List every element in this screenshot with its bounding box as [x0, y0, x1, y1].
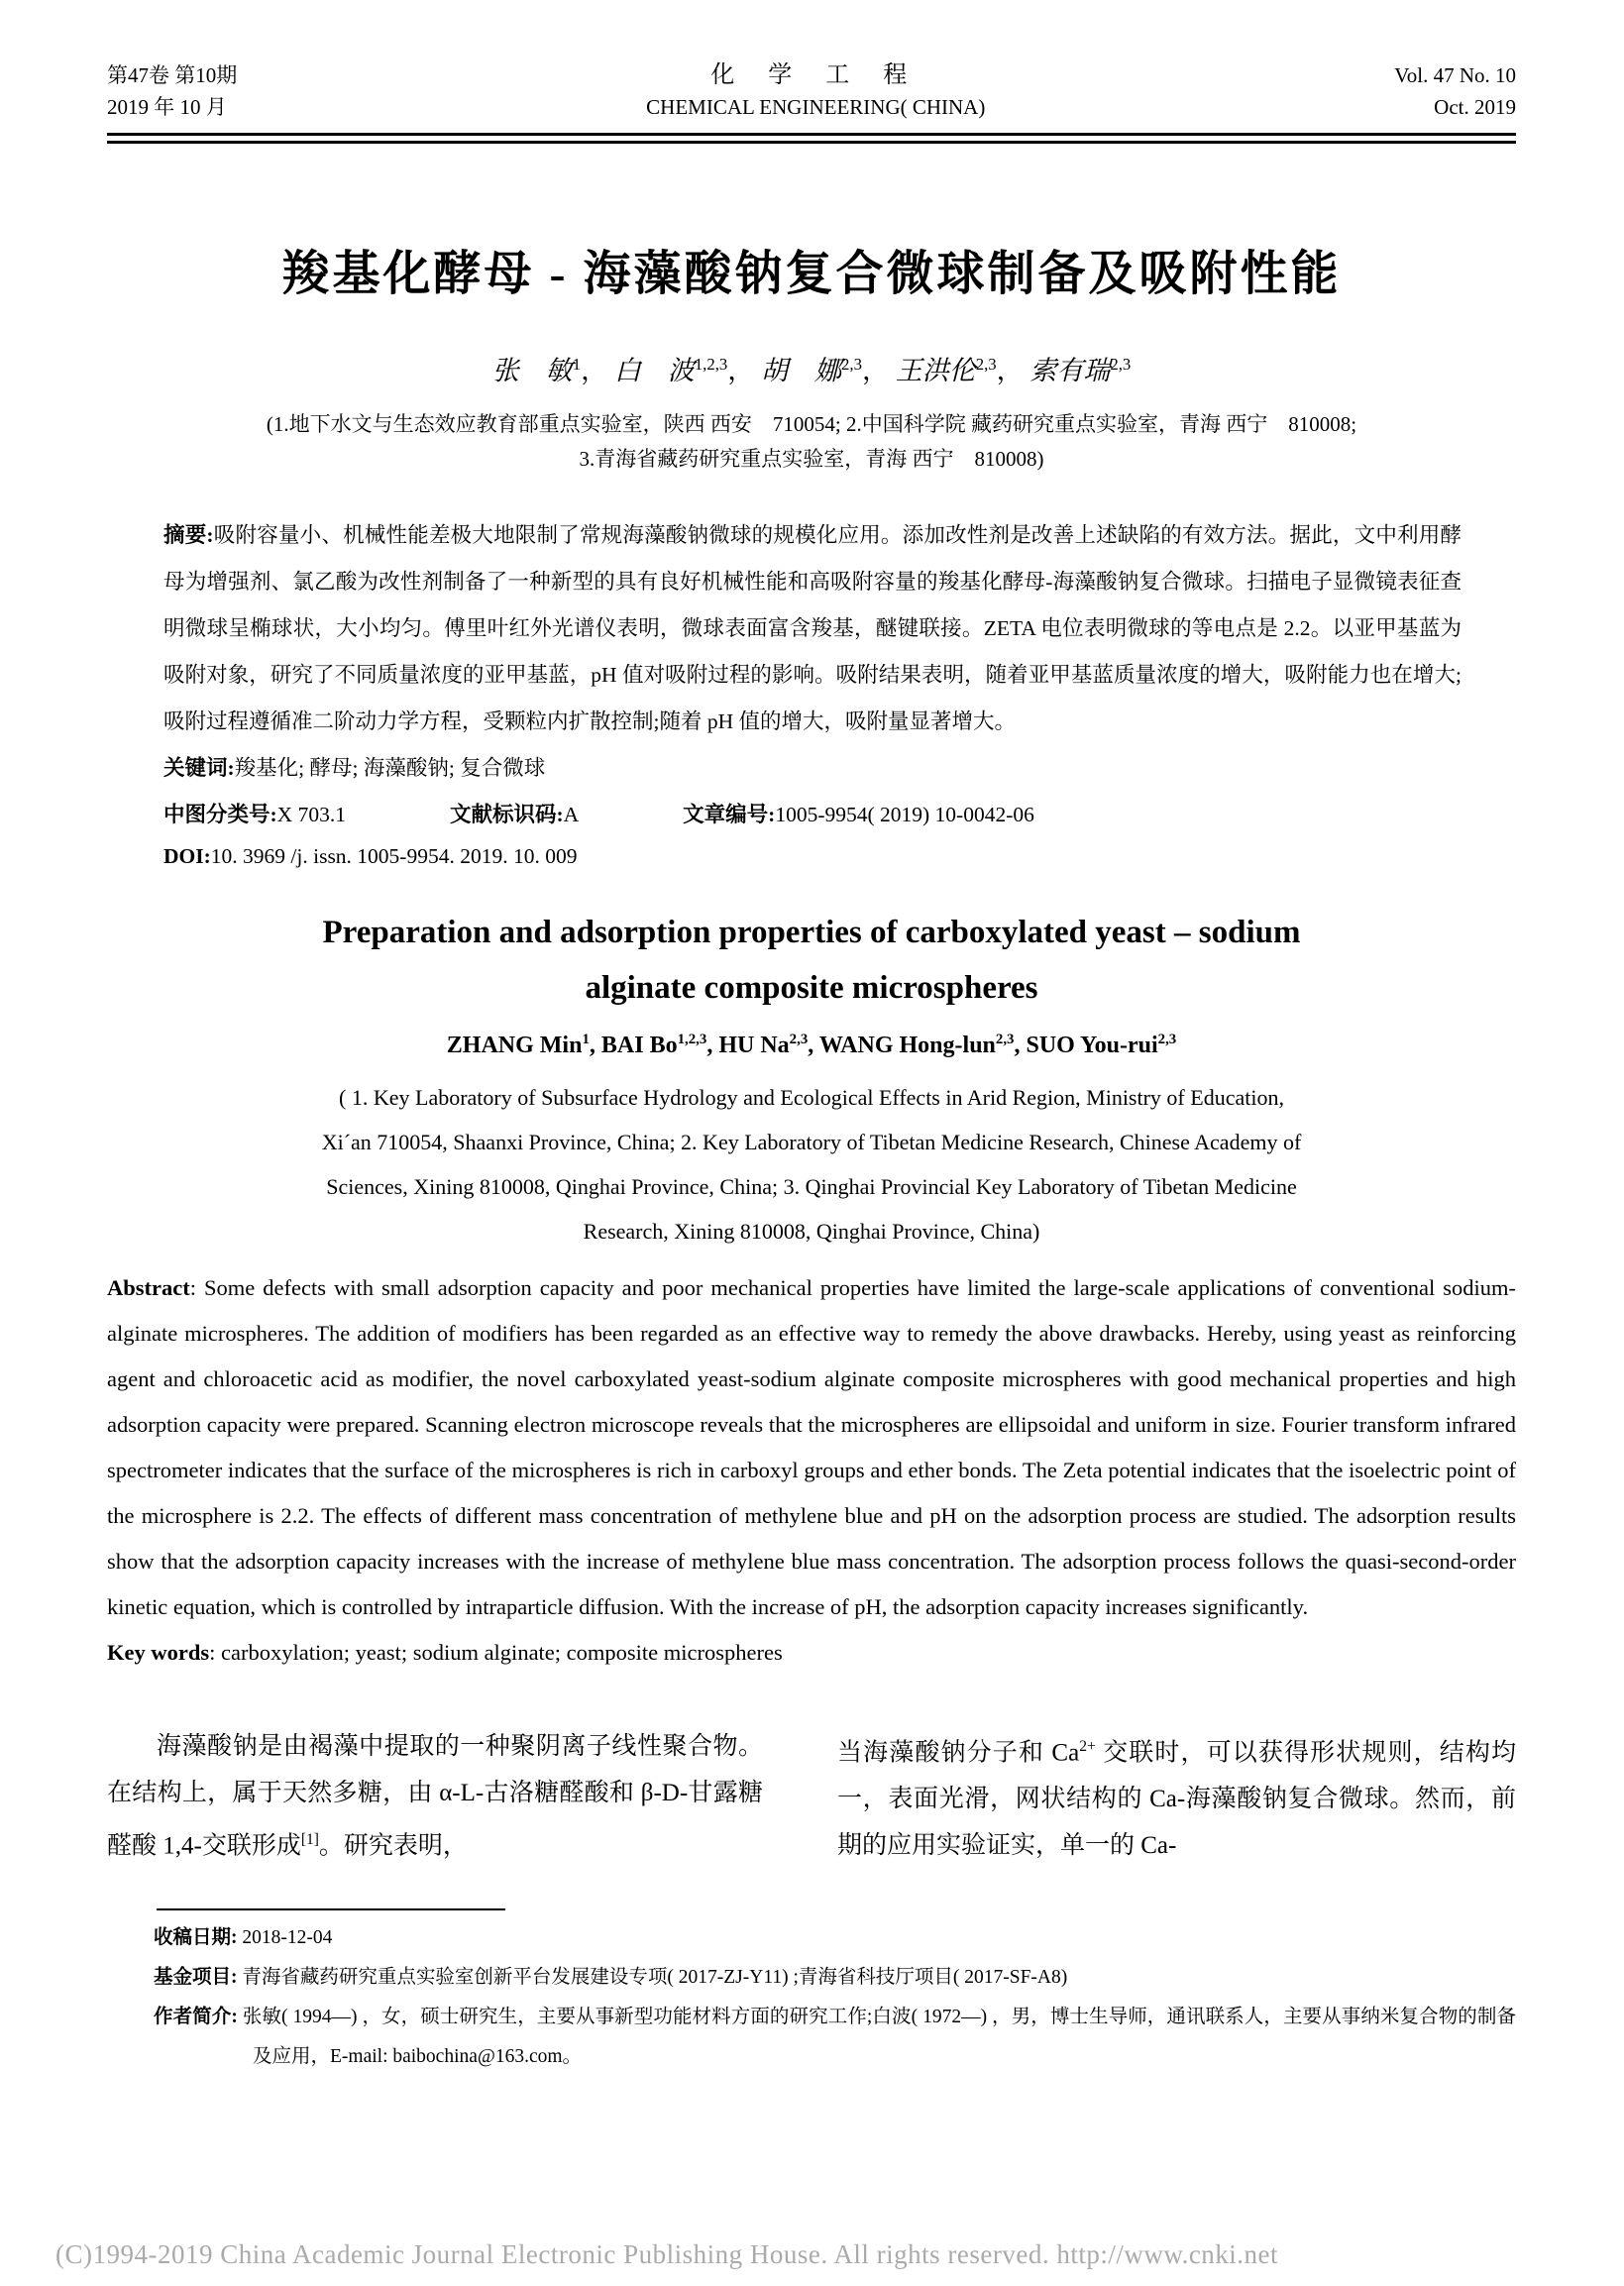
author-en: WANG Hong-lun$^{2,3}$,	[818, 1032, 1027, 1058]
affiliations-cn	[107, 407, 1516, 477]
body-paragraph: 海藻酸钠是由褐藻中提取的一种聚阴离子线性聚合物。在结构上，属于天然多糖，由 α-L-古洛糖醛酸和 β-D-甘露糖醛酸 1,4-交联形成[1]。研究表明，	[107, 1733, 763, 1860]
author-cn: 张 敏$^1$，	[491, 355, 608, 385]
doi-value: 10. 3969 /j. issn. 1005-9954. 2019. 10. 009	[210, 844, 578, 868]
vol-no-en: Vol. 47 No. 10	[1394, 63, 1516, 87]
abstract-en-text: : Some defects with small adsorption capacity and poor mechanical properties have limited the large-scale applications of conventional sodium-alginate microspheres. The addition of modifiers has been regarded as an effective way to remedy the above drawbacks. Hereby, using yeast as reinforcing agent and chloroacetic acid as modifier, the novel carboxylated yeast-sodium alginate composite microspheres with good mechanical properties and high adsorption capacity were prepared. Scanning electron microscope reveals that the microspheres are ellipsoidal and uniform in size. Fourier transform infrared spectrometer indicates that the surface of the microspheres is rich in carboxyl groups and ether bonds. The Zeta potential indicates that the isoelectric point of the microsphere is 2.2. The effects of different mass concentration of methylene blue and pH on the adsorption process are studied. The adsorption results show that the adsorption capacity increases with the increase of methylene blue mass concentration. The adsorption process follows the quasi-second-order kinetic equation, which is controlled by intraparticle diffusion. With the increase of pH, the adsorption capacity increases significantly.	[107, 1275, 1516, 1619]
document-code: 文献标识码:A	[449, 803, 580, 826]
reference-1: [1]	[300, 1831, 319, 1848]
volume-issue-cn: 第47卷 第10期	[107, 63, 238, 87]
authors-cn	[107, 349, 1516, 387]
body-column-left	[107, 1723, 763, 1869]
author-bio: 作者简介: 张敏( 1994—) ，女，硕士研究生，主要从事新型功能材料方面的研究工作;白波( 1972—) ，男，博士生导师，通讯联系人，主要从事纳米复合物的制备及应用，E-mail: baibochina@163.com。	[154, 2007, 1516, 2068]
body-columns	[107, 1723, 1516, 1869]
abstract-cn-text: 吸附容量小、机械性能差极大地限制了常规海藻酸钠微球的规模化应用。添加改性剂是改善上述缺陷的有效方法。据此，文中利用酵母为增强剂、氯乙酸为改性剂制备了一种新型的具有良好机械性能和高吸附容量的羧基化酵母-海藻酸钠复合微球。扫描电子显微镜表征查明微球呈椭球状，大小均匀。傅里叶红外光谱仪表明，微球表面富含羧基，醚键联接。ZETA 电位表明微球的等电点是 2.2。以亚甲基蓝为吸附对象，研究了不同质量浓度的亚甲基蓝，pH 值对吸附过程的影响。吸附结果表明，随着亚甲基蓝质量浓度的增大，吸附能力也在增大;吸附过程遵循准二阶动力学方程，受颗粒内扩散控制;随着 pH 值的增大，吸附量显著增大。	[163, 523, 1462, 733]
issue-date-cn: 2019 年 10 月	[107, 95, 227, 119]
header-divider	[107, 133, 1516, 144]
issue-date-en: Oct. 2019	[1434, 95, 1516, 119]
clc-number: 中图分类号:X 703.1	[163, 803, 346, 826]
author-en: SUO You-rui$^{2,3}$	[1026, 1032, 1177, 1058]
keywords-en-label: Key words	[107, 1640, 210, 1665]
title-en-line: alginate composite microspheres	[585, 970, 1038, 1006]
keywords-en-text: : carboxylation; yeast; sodium alginate; composite microspheres	[209, 1640, 783, 1665]
body-paragraph: 当海藻酸钠分子和 $Ca^{2+}$ 交联时，可以获得形状规则，结构均一，表面光滑，网状结构的 Ca-海藻酸钠复合微球。然而，前期的应用实验证实，单一的 Ca-	[837, 1738, 1516, 1860]
article-title-cn: 羧基化酵母 - 海藻酸钠复合微球制备及吸附性能	[281, 248, 1342, 300]
author-cn: 胡 娜$^{2,3}$，	[761, 355, 889, 385]
keywords-cn	[163, 745, 1462, 792]
header-volume-issue	[107, 59, 237, 123]
abstract-cn-label: 摘要:	[163, 523, 214, 547]
affiliation-en-line: Sciences, Xining 810008, Qinghai Province, China; 3. Qinghai Provincial Key Laboratory of Tibetan Medicine	[326, 1174, 1297, 1199]
affiliation-en-line: Xi´an 710054, Shaanxi Province, China; 2. Key Laboratory of Tibetan Medicine Research, Chinese Academy of	[321, 1130, 1302, 1154]
keywords-en	[107, 1630, 1516, 1676]
page-content	[107, 0, 1516, 2077]
classification-line	[163, 794, 1462, 835]
affiliation-cn-line: (1.地下水文与生态效应教育部重点实验室，陕西 西安 710054; 2.中国科学院 藏药研究重点实验室，青海 西宁 810008;	[266, 412, 1357, 436]
received-date: 收稿日期: 2018-12-04	[154, 1927, 333, 1949]
author-en: ZHANG Min$^1$,	[446, 1032, 601, 1058]
abstract-en	[107, 1265, 1516, 1676]
footnotes	[154, 1918, 1516, 2077]
doi-label: DOI:	[163, 844, 211, 868]
cnki-copyright: (C)1994-2019 China Academic Journal Electronic Publishing House. All rights reserved. http://www.cnki.net	[55, 2239, 1279, 2269]
header-vol-no	[1394, 59, 1516, 123]
title-en-line: Preparation and adsorption properties of carboxylated yeast – sodium	[322, 915, 1301, 950]
author-cn: 王洪伦$^{2,3}$，	[895, 355, 1024, 385]
journal-header	[107, 0, 1516, 123]
journal-name-cn: 化 学 工 程	[710, 62, 921, 88]
author-cn: 白 波$^{1,2,3}$，	[613, 355, 755, 385]
abstract-cn	[163, 512, 1462, 792]
fund-project: 基金项目: 青海省藏药研究重点实验室创新平台发展建设专项( 2017-ZJ-Y11) ;青海省科技厅项目( 2017-SF-A8)	[154, 1967, 1068, 1989]
doi-line	[163, 835, 1462, 877]
author-cn: 索有瑞$^{2,3}$	[1029, 355, 1132, 385]
author-en: BAI Bo$^{1,2,3}$,	[600, 1032, 719, 1058]
authors-en	[107, 1032, 1516, 1059]
affiliation-en-line: Research, Xining 810008, Qinghai Province, China)	[583, 1219, 1040, 1244]
journal-name	[646, 59, 985, 123]
abstract-en-label: Abstract	[107, 1275, 190, 1300]
article-id: 文章编号:1005-9954( 2019) 10-0042-06	[683, 803, 1034, 826]
body-column-right	[837, 1723, 1516, 1869]
author-en: HU Na$^{2,3}$,	[718, 1032, 819, 1058]
journal-name-en: CHEMICAL ENGINEERING( CHINA)	[646, 95, 986, 119]
affiliation-en-line: ( 1. Key Laboratory of Subsurface Hydrology and Ecological Effects in Arid Region, Ministry of Education,	[339, 1085, 1284, 1110]
footnote-divider	[157, 1908, 505, 1910]
affiliation-cn-line: 3.青海省藏药研究重点实验室，青海 西宁 810008)	[579, 447, 1044, 471]
affiliations-en	[107, 1075, 1516, 1253]
article-title-en	[107, 905, 1516, 1016]
keywords-cn-label: 关键词:	[163, 756, 235, 780]
keywords-cn-text: 羧基化; 酵母; 海藻酸钠; 复合微球	[234, 756, 546, 780]
